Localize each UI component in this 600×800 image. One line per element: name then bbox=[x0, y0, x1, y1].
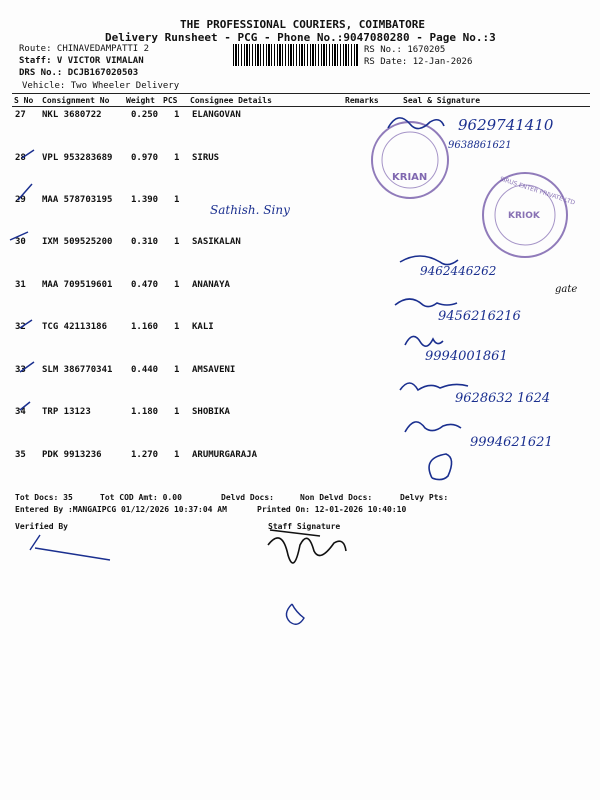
rs-number: RS No.: 1670205 bbox=[364, 45, 446, 55]
row-pcs: 1 bbox=[174, 450, 180, 460]
row-consignment: MAA 709519601 bbox=[42, 280, 113, 290]
row-pcs: 1 bbox=[174, 407, 180, 417]
delvy-pts: Delvy Pts: bbox=[400, 493, 449, 502]
staff-label: Staff: V VICTOR VIMALAN bbox=[19, 56, 144, 66]
svg-text:9456216216: 9456216216 bbox=[438, 309, 521, 324]
handwritten-notes bbox=[210, 116, 577, 480]
svg-text:Sathish. Siny: Sathish. Siny bbox=[210, 203, 290, 217]
runsheet-subtitle: Delivery Runsheet - PCG - Phone No.:9047080280 - Page No.:3 bbox=[105, 31, 496, 44]
col-weight: Weight bbox=[126, 96, 155, 105]
row-weight: 1.160 bbox=[131, 322, 159, 332]
row-consignee: ELANGOVAN bbox=[192, 110, 241, 120]
svg-text:SIRUS ENTER PRIVATE LTD: SIRUS ENTER PRIVATE LTD bbox=[498, 175, 576, 207]
row-sno: 27 bbox=[15, 110, 26, 120]
row-consignee: SHOBIKA bbox=[192, 407, 230, 417]
svg-text:KRIAN: KRIAN bbox=[392, 172, 428, 183]
row-consignment: SLM 386770341 bbox=[42, 365, 113, 375]
row-consignee: AMSAVENI bbox=[192, 365, 236, 375]
row-consignment: MAA 578703195 bbox=[42, 195, 113, 205]
stamp-krian bbox=[372, 122, 448, 198]
row-sno: 31 bbox=[15, 280, 26, 290]
svg-text:9994001861: 9994001861 bbox=[425, 349, 508, 364]
tot-docs: Tot Docs: 35 bbox=[15, 493, 73, 502]
row-weight: 0.310 bbox=[131, 237, 159, 247]
verified-signature bbox=[30, 535, 110, 560]
row-consignment: IXM 509525200 bbox=[42, 237, 113, 247]
row-pcs: 1 bbox=[174, 322, 180, 332]
row-consignment: TCG 42113186 bbox=[42, 322, 108, 332]
col-remarks: Remarks bbox=[345, 96, 379, 105]
company-title: THE PROFESSIONAL COURIERS, COIMBATORE bbox=[180, 18, 426, 31]
drs-label: DRS No.: DCJB167020503 bbox=[19, 68, 139, 78]
row-consignee: SASIKALAN bbox=[192, 237, 241, 247]
rs-date: RS Date: 12-Jan-2026 bbox=[364, 57, 473, 67]
row-pcs: 1 bbox=[174, 195, 180, 205]
row-weight: 0.250 bbox=[131, 110, 159, 120]
row-consignee: KALI bbox=[192, 322, 214, 332]
row-pcs: 1 bbox=[174, 280, 180, 290]
route-label: Route: CHINAVEDAMPATTI 2 bbox=[19, 44, 150, 54]
row-sno: 34 bbox=[15, 407, 26, 417]
row-consignment: TRP 13123 bbox=[42, 407, 91, 417]
svg-text:9629741410: 9629741410 bbox=[458, 116, 554, 134]
row-consignee: ANANAYA bbox=[192, 280, 230, 290]
row-weight: 1.270 bbox=[131, 450, 159, 460]
row-consignment: PDK 9913236 bbox=[42, 450, 102, 460]
row-weight: 0.470 bbox=[131, 280, 159, 290]
col-seal: Seal & Signature bbox=[403, 96, 481, 105]
verified-by-label: Verified By bbox=[15, 522, 68, 531]
row-consignment: NKL 3680722 bbox=[42, 110, 102, 120]
row-weight: 0.440 bbox=[131, 365, 159, 375]
row-sno: 29 bbox=[15, 195, 26, 205]
vehicle-label: Vehicle: Two Wheeler Delivery bbox=[22, 81, 180, 91]
staff-signature bbox=[268, 530, 346, 563]
row-sno: 30 bbox=[15, 237, 26, 247]
tot-cod: Tot COD Amt: 0.00 bbox=[100, 493, 182, 502]
tick-marks bbox=[10, 150, 34, 410]
svg-text:9638861621: 9638861621 bbox=[448, 140, 512, 151]
row-sno: 32 bbox=[15, 322, 26, 332]
staff-signature-label: Staff Signature bbox=[268, 522, 341, 531]
row-pcs: 1 bbox=[174, 110, 180, 120]
stamp-sirus bbox=[483, 173, 576, 257]
non-delvd-docs: Non Delvd Docs: bbox=[300, 493, 373, 502]
svg-text:9462446262: 9462446262 bbox=[420, 264, 497, 278]
col-consignment: Consignment No bbox=[42, 96, 110, 105]
delvd-docs: Delvd Docs: bbox=[221, 493, 274, 502]
entered-by: Entered By :MANGAIPCG 01/12/2026 10:37:04 AM bbox=[15, 505, 227, 514]
col-pcs: PCS bbox=[163, 96, 178, 105]
bottom-scribble bbox=[286, 604, 304, 624]
row-weight: 1.180 bbox=[131, 407, 159, 417]
row-pcs: 1 bbox=[174, 365, 180, 375]
svg-text:9994621621: 9994621621 bbox=[470, 435, 553, 450]
svg-text:gate: gate bbox=[555, 284, 578, 295]
row-consignee: ARUMURGARAJA bbox=[192, 450, 258, 460]
row-consignment: VPL 953283689 bbox=[42, 153, 113, 163]
row-consignee: SIRUS bbox=[192, 153, 220, 163]
row-sno: 35 bbox=[15, 450, 26, 460]
col-consignee: Consignee Details bbox=[190, 96, 272, 105]
row-sno: 28 bbox=[15, 153, 26, 163]
row-sno: 33 bbox=[15, 365, 26, 375]
row-pcs: 1 bbox=[174, 153, 180, 163]
printed-on: Printed On: 12-01-2026 10:40:10 bbox=[257, 505, 407, 514]
svg-text:9628632 1624: 9628632 1624 bbox=[455, 391, 551, 406]
row-weight: 1.390 bbox=[131, 195, 159, 205]
col-sno: S No bbox=[14, 96, 34, 105]
row-weight: 0.970 bbox=[131, 153, 159, 163]
svg-text:KRIOK: KRIOK bbox=[508, 211, 540, 221]
row-pcs: 1 bbox=[174, 237, 180, 247]
